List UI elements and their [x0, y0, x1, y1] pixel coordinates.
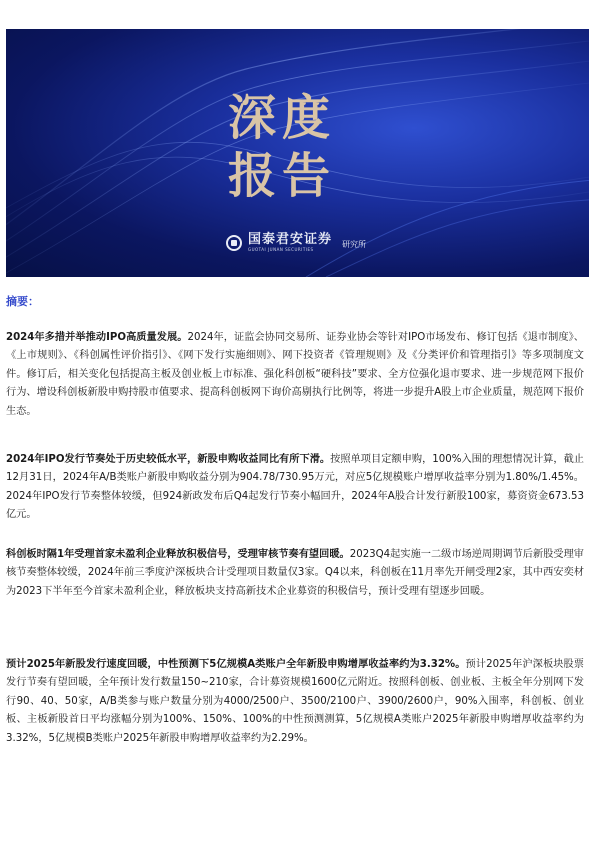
paragraph-lead: 预计2025年新股发行速度回暖，中性预测下5亿规模A类账户全年新股申购增厚收益率约为3.32%。: [6, 659, 466, 670]
company-logo: [226, 233, 366, 252]
paragraph-body: 预计2025年沪深板块股票发行节奏有望回暖，全年预计发行数量150~210家，合计募资规模1600亿元附近。按照科创板、创业板、主板全年分别网下发行90、40、50家，A/B类参与账户数量分别为4000/2500户、3500/2100户、3900/2600户，90%入围率，科创板、创业板、主板新股首日平均涨幅分别为100%、150%、100%的中性预测测算，5亿规模A类账户2025年新股申购增厚收益率约为3.32%，5亿规模B类账户2025年新股申购增厚收益率约为2.29%。: [6, 659, 584, 744]
cover-title-line-2: 报告: [228, 148, 337, 204]
paragraph-lead: 科创板时隔1年受理首家未盈利企业释放积极信号，受理审核节奏有望回暖。: [6, 549, 350, 560]
summary-heading: 摘要：: [6, 295, 39, 308]
logo-subtitle: 研究所: [342, 240, 367, 249]
paragraph-body: 2024年，证监会协同交易所、证券业协会等针对IPO市场发布、修订包括《退市制度》、《上市规则》、《科创属性评价指引》、《网下发行实施细则》、网下投资者《管理规则》及《分类评价和管理指引》等多项制度文件。修订后，相关变化包括提高主板及创业板上市标准、强化科创板“硬科技”要求、全方位强化退市要求、进一步规范网下报价行为、增设科创板新股申购持股市值要求、提高科创板网下询价高剔执行比例等，将进一步提升A股上市企业质量，规范网下报价生态。: [6, 332, 584, 417]
paragraph-body: 按照单项目定额申购，100%入围的理想情况计算，截止12月31日，2024年A/B类账户新股申购收益分别为904.78/730.95万元，对应5亿规模账户增厚收益率分别为1.80%/1.45%。2024年IPO发行节奏整体较缓，但924新政发布后Q4起发行节奏小幅回升，2024年A股合计发行新股100家，募资资金673.53亿元。: [6, 454, 584, 521]
paragraph-lead: 2024年多措并举推动IPO高质量发展。: [6, 332, 188, 343]
logo-name: 国泰君安证券: [248, 232, 333, 247]
paragraph-lead: 2024年IPO发行节奏处于历史较低水平，新股申购收益同比有所下滑。: [6, 454, 331, 465]
summary-paragraph: [6, 546, 584, 601]
summary-paragraph: [6, 656, 584, 748]
logo-english: GUOTAI JUNAN SECURITIES: [248, 247, 314, 252]
cover-title-line-1: 深度: [228, 90, 337, 146]
summary-paragraph: [6, 451, 584, 525]
report-cover-banner: [6, 29, 589, 277]
paragraph-body: 2023Q4起实施一二级市场逆周期调节后新股受理审核节奏整体较缓，2024年前三季度沪深板块合计受理项目数量仅3家。Q4以来，科创板在11月率先开闸受理2家，其中西安奕材为2023下半年至今首家未盈利企业，释放板块支持高新技术企业募资的积极信号，预计受理有望逐步回暖。: [6, 549, 584, 597]
summary-paragraph: [6, 329, 584, 421]
cover-title: [228, 89, 336, 205]
logo-text: [248, 233, 332, 252]
company-logo-icon: [226, 235, 242, 251]
